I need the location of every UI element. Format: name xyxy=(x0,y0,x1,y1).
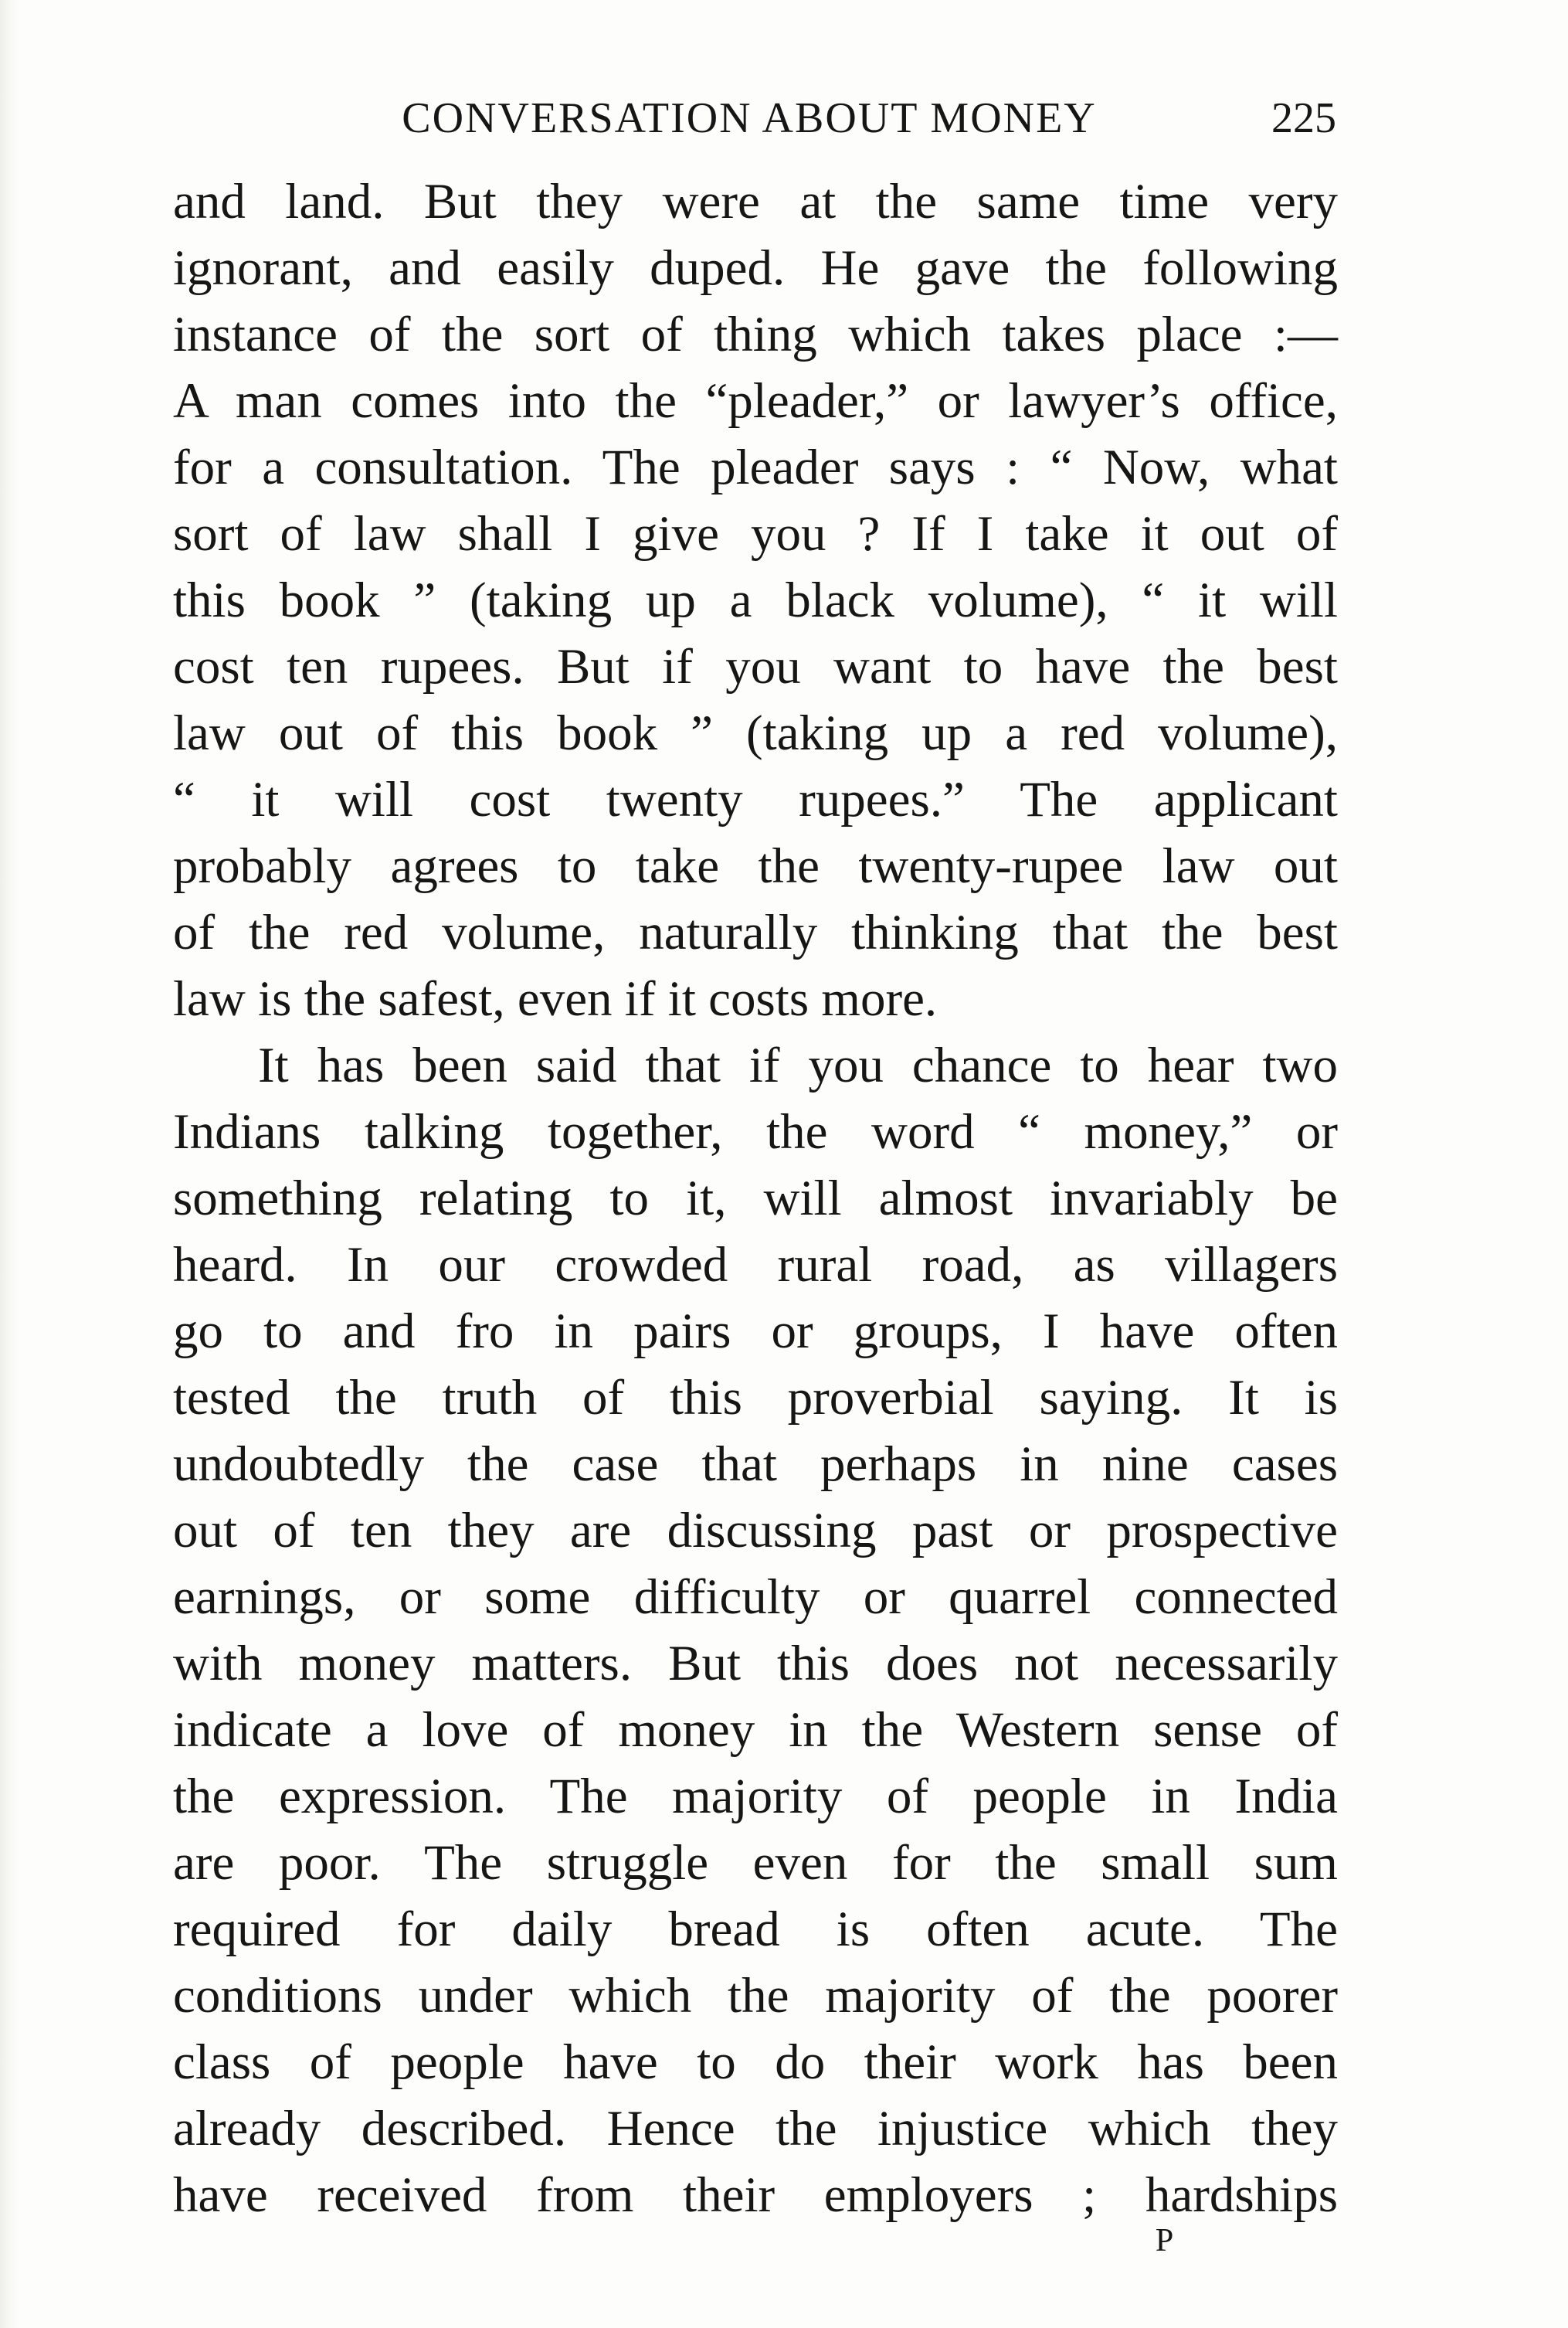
paragraph-2 xyxy=(173,1032,1338,2228)
text-line: and land. But they were at the same time very xyxy=(173,174,1338,229)
text-line: have received from their employers ; hardships xyxy=(173,2167,1338,2223)
text-line: out of ten they are discussing past or prospective xyxy=(173,1503,1338,1558)
text-line: tested the truth of this proverbial saying. It is xyxy=(173,1370,1338,1426)
body-text xyxy=(173,168,1338,2228)
text-line: conditions under which the majority of the poorer xyxy=(173,1968,1338,2024)
text-line: the expression. The majority of people in India xyxy=(173,1769,1338,1824)
signature-mark: P xyxy=(1155,2223,1175,2258)
text-line: earnings, or some difficulty or quarrel connected xyxy=(173,1569,1338,1625)
text-line: with money matters. But this does not necessarily xyxy=(173,1636,1338,1691)
text-line: go to and fro in pairs or groups, I have often xyxy=(173,1303,1338,1359)
text-line: sort of law shall I give you ? If I take it out of xyxy=(173,506,1338,562)
running-title: CONVERSATION ABOUT MONEY xyxy=(402,94,1097,142)
text-line: ignorant, and easily duped. He gave the following xyxy=(173,240,1338,296)
text-line: Indians talking together, the word “ money,” or xyxy=(173,1104,1338,1160)
text-line: undoubtedly the case that perhaps in nine cases xyxy=(173,1436,1338,1492)
text-line: already described. Hence the injustice which they xyxy=(173,2101,1338,2156)
text-line: class of people have to do their work has been xyxy=(173,2034,1338,2090)
text-line: something relating to it, will almost invariably be xyxy=(173,1171,1338,1226)
text-line: law is the safest, even if it costs more. xyxy=(173,971,938,1027)
running-head xyxy=(0,83,1568,153)
scan-edge-shadow xyxy=(0,0,20,2328)
text-line: “ it will cost twenty rupees.” The applicant xyxy=(173,772,1338,828)
text-line: It has been said that if you chance to hear two xyxy=(258,1038,1338,1093)
text-line: instance of the sort of thing which takes place :— xyxy=(173,307,1338,362)
text-line: probably agrees to take the twenty-rupee law out xyxy=(173,838,1338,894)
paragraph-1 xyxy=(173,168,1338,1032)
text-line: heard. In our crowded rural road, as villagers xyxy=(173,1237,1338,1293)
text-line: cost ten rupees. But if you want to have the best xyxy=(173,639,1338,695)
text-line: this book ” (taking up a black volume), “ it will xyxy=(173,573,1338,628)
text-line: required for daily bread is often acute. The xyxy=(173,1901,1338,1957)
text-line: indicate a love of money in the Western sense of xyxy=(173,1702,1338,1758)
text-line: A man comes into the “pleader,” or lawyer’s office, xyxy=(173,373,1338,429)
page-number: 225 xyxy=(1271,94,1336,142)
text-line: law out of this book ” (taking up a red volume), xyxy=(173,705,1338,761)
text-line: of the red volume, naturally thinking that the best xyxy=(173,905,1338,960)
text-line: are poor. The struggle even for the small sum xyxy=(173,1835,1338,1891)
text-line: for a consultation. The pleader says : “ Now, what xyxy=(173,440,1338,495)
